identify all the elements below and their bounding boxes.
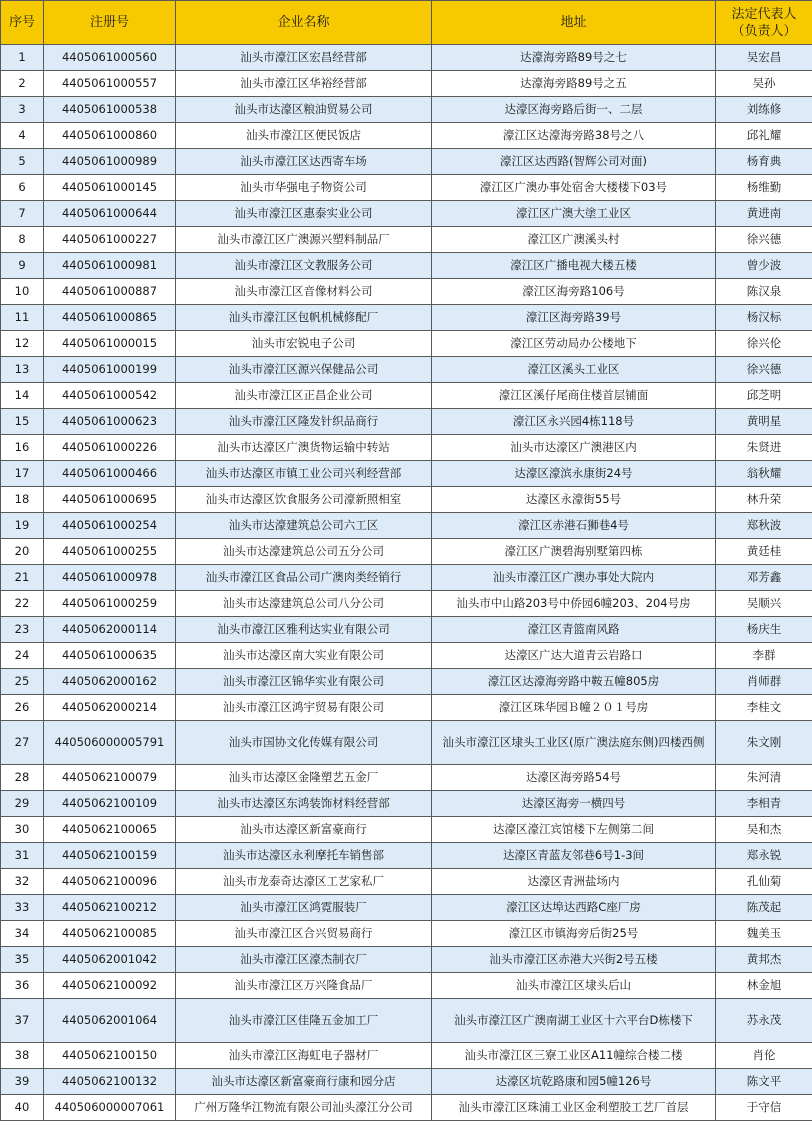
table-row — [1, 565, 812, 591]
cell-rep: 邱礼耀 — [716, 123, 812, 149]
cell-reg-no: 4405061000623 — [44, 409, 176, 435]
cell-rep: 杨育典 — [716, 149, 812, 175]
cell-reg-no: 4405062100092 — [44, 973, 176, 999]
cell-address: 达濠区坑乾路康和园5幢126号 — [432, 1069, 716, 1095]
table-row — [1, 97, 812, 123]
cell-reg-no: 4405061000226 — [44, 435, 176, 461]
cell-reg-no: 4405062000162 — [44, 669, 176, 695]
cell-company: 汕头市濠江区海虹电子器材厂 — [176, 1043, 432, 1069]
cell-reg-no: 4405061000015 — [44, 331, 176, 357]
cell-address: 达濠区海旁一横四号 — [432, 791, 716, 817]
cell-company: 汕头市濠江区鸿宇贸易有限公司 — [176, 695, 432, 721]
table-row — [1, 869, 812, 895]
cell-rep: 徐兴德 — [716, 357, 812, 383]
table-row — [1, 357, 812, 383]
cell-rep: 陈文平 — [716, 1069, 812, 1095]
cell-address: 濠江区达西路(智辉公司对面) — [432, 149, 716, 175]
table-row — [1, 227, 812, 253]
cell-rep: 黄进南 — [716, 201, 812, 227]
cell-reg-no: 4405061000860 — [44, 123, 176, 149]
cell-index: 13 — [1, 357, 44, 383]
cell-reg-no: 4405061000255 — [44, 539, 176, 565]
table-row — [1, 331, 812, 357]
table-row — [1, 591, 812, 617]
cell-reg-no: 4405061000981 — [44, 253, 176, 279]
cell-rep: 苏永茂 — [716, 999, 812, 1043]
cell-reg-no: 4405061000978 — [44, 565, 176, 591]
cell-index: 5 — [1, 149, 44, 175]
cell-reg-no: 4405062100079 — [44, 765, 176, 791]
cell-rep: 杨维勤 — [716, 175, 812, 201]
cell-reg-no: 4405062100065 — [44, 817, 176, 843]
cell-rep: 黄邦杰 — [716, 947, 812, 973]
cell-rep: 陈汉泉 — [716, 279, 812, 305]
cell-address: 达濠区永濠街55号 — [432, 487, 716, 513]
cell-company: 汕头市达濠建筑总公司六工区 — [176, 513, 432, 539]
cell-address: 达濠区海旁路后街一、二层 — [432, 97, 716, 123]
cell-address: 濠江区青篮南风路 — [432, 617, 716, 643]
cell-rep: 曾少波 — [716, 253, 812, 279]
cell-address: 濠江区市镇海旁后街25号 — [432, 921, 716, 947]
cell-rep: 李群 — [716, 643, 812, 669]
cell-rep: 邓芳鑫 — [716, 565, 812, 591]
cell-company: 汕头市达濠区市镇工业公司兴利经营部 — [176, 461, 432, 487]
cell-address: 濠江区劳动局办公楼地下 — [432, 331, 716, 357]
cell-rep: 吴孙 — [716, 71, 812, 97]
cell-reg-no: 4405062100096 — [44, 869, 176, 895]
table-row — [1, 461, 812, 487]
cell-company: 汕头市达濠区南大实业有限公司 — [176, 643, 432, 669]
cell-index: 3 — [1, 97, 44, 123]
cell-reg-no: 4405061000695 — [44, 487, 176, 513]
table-row — [1, 999, 812, 1043]
cell-address: 濠江区永兴园4栋118号 — [432, 409, 716, 435]
cell-address: 濠江区达濠海旁路中鞍五幢805房 — [432, 669, 716, 695]
table-row — [1, 1069, 812, 1095]
header-index: 序号 — [1, 1, 44, 45]
table-row — [1, 617, 812, 643]
table-row — [1, 175, 812, 201]
cell-company: 汕头市达濠区新富豪商行 — [176, 817, 432, 843]
cell-index: 32 — [1, 869, 44, 895]
cell-reg-no: 4405062100132 — [44, 1069, 176, 1095]
cell-address: 汕头市濠江区广澳办事处大院内 — [432, 565, 716, 591]
table-row — [1, 973, 812, 999]
header-company: 企业名称 — [176, 1, 432, 45]
cell-rep: 肖伦 — [716, 1043, 812, 1069]
cell-company: 汕头市濠江区万兴隆食品厂 — [176, 973, 432, 999]
cell-reg-no: 4405061000199 — [44, 357, 176, 383]
cell-reg-no: 4405061000887 — [44, 279, 176, 305]
cell-company: 汕头市达濠区广澳货物运输中转站 — [176, 435, 432, 461]
cell-index: 36 — [1, 973, 44, 999]
cell-company: 汕头市濠江区濠杰制衣厂 — [176, 947, 432, 973]
cell-rep: 翁秋耀 — [716, 461, 812, 487]
cell-rep: 邱芝明 — [716, 383, 812, 409]
cell-address: 濠江区溪头工业区 — [432, 357, 716, 383]
cell-index: 8 — [1, 227, 44, 253]
cell-company: 汕头市濠江区鸿霓服装厂 — [176, 895, 432, 921]
cell-address: 汕头市濠江区埭头工业区(原广澳法庭东侧)四楼西侧 — [432, 721, 716, 765]
table-row — [1, 921, 812, 947]
cell-company: 汕头市达濠区东鸿装饰材料经营部 — [176, 791, 432, 817]
table-row — [1, 305, 812, 331]
table-row — [1, 45, 812, 71]
header-rep — [716, 1, 812, 45]
cell-address: 汕头市中山路203号中侨园6幢203、204号房 — [432, 591, 716, 617]
cell-reg-no: 440506000007061 — [44, 1095, 176, 1121]
cell-rep: 吴和杰 — [716, 817, 812, 843]
cell-company: 汕头市濠江区锦华实业有限公司 — [176, 669, 432, 695]
cell-index: 28 — [1, 765, 44, 791]
cell-rep: 林升荣 — [716, 487, 812, 513]
cell-index: 1 — [1, 45, 44, 71]
cell-company: 汕头市濠江区便民饭店 — [176, 123, 432, 149]
cell-index: 37 — [1, 999, 44, 1043]
table-row — [1, 383, 812, 409]
cell-address: 汕头市濠江区赤港大兴街2号五楼 — [432, 947, 716, 973]
cell-address: 汕头市达濠区广澳港区内 — [432, 435, 716, 461]
cell-rep: 于守信 — [716, 1095, 812, 1121]
cell-reg-no: 4405061000557 — [44, 71, 176, 97]
cell-company: 汕头市濠江区源兴保健品公司 — [176, 357, 432, 383]
table-row — [1, 791, 812, 817]
table-row — [1, 435, 812, 461]
cell-rep: 孔仙菊 — [716, 869, 812, 895]
cell-reg-no: 4405062001042 — [44, 947, 176, 973]
cell-rep: 郑永锐 — [716, 843, 812, 869]
table-row — [1, 765, 812, 791]
table-row — [1, 1095, 812, 1121]
cell-address: 达濠海旁路89号之七 — [432, 45, 716, 71]
cell-rep: 吴宏昌 — [716, 45, 812, 71]
cell-company: 汕头市宏锐电子公司 — [176, 331, 432, 357]
cell-reg-no: 4405061000644 — [44, 201, 176, 227]
cell-reg-no: 4405061000259 — [44, 591, 176, 617]
cell-index: 26 — [1, 695, 44, 721]
cell-rep: 黄廷桂 — [716, 539, 812, 565]
cell-index: 33 — [1, 895, 44, 921]
cell-company: 汕头市濠江区合兴贸易商行 — [176, 921, 432, 947]
header-row — [1, 1, 812, 45]
cell-rep: 陈茂起 — [716, 895, 812, 921]
cell-index: 14 — [1, 383, 44, 409]
cell-company: 汕头市濠江区音像材料公司 — [176, 279, 432, 305]
table-row — [1, 201, 812, 227]
cell-rep: 肖师群 — [716, 669, 812, 695]
cell-index: 40 — [1, 1095, 44, 1121]
table-row — [1, 947, 812, 973]
cell-reg-no: 4405061000466 — [44, 461, 176, 487]
cell-address: 汕头市濠江区三寮工业区A11幢综合楼二楼 — [432, 1043, 716, 1069]
cell-address: 濠江区广澳大塗工业区 — [432, 201, 716, 227]
cell-address: 汕头市濠江区埭头后山 — [432, 973, 716, 999]
cell-index: 27 — [1, 721, 44, 765]
cell-index: 18 — [1, 487, 44, 513]
cell-address: 濠江区珠华园Ｂ幢２０１号房 — [432, 695, 716, 721]
cell-rep: 黄明星 — [716, 409, 812, 435]
cell-address: 汕头市濠江区广澳南湖工业区十六平台D栋楼下 — [432, 999, 716, 1043]
cell-company: 汕头市达濠区永利摩托车销售部 — [176, 843, 432, 869]
cell-company: 汕头市濠江区佳隆五金加工厂 — [176, 999, 432, 1043]
table-row — [1, 695, 812, 721]
cell-address: 濠江区广澳办事处宿舍大楼楼下03号 — [432, 175, 716, 201]
cell-index: 11 — [1, 305, 44, 331]
cell-index: 16 — [1, 435, 44, 461]
cell-index: 38 — [1, 1043, 44, 1069]
cell-address: 濠江区海旁路106号 — [432, 279, 716, 305]
cell-reg-no: 4405061000254 — [44, 513, 176, 539]
cell-index: 30 — [1, 817, 44, 843]
cell-reg-no: 4405062100109 — [44, 791, 176, 817]
cell-company: 汕头市达濠区饮食服务公司濠新照相室 — [176, 487, 432, 513]
cell-index: 23 — [1, 617, 44, 643]
cell-index: 17 — [1, 461, 44, 487]
cell-index: 2 — [1, 71, 44, 97]
cell-index: 7 — [1, 201, 44, 227]
cell-address: 达濠区广达大道青云岩路口 — [432, 643, 716, 669]
cell-rep: 郑秋波 — [716, 513, 812, 539]
cell-index: 39 — [1, 1069, 44, 1095]
cell-reg-no: 4405061000542 — [44, 383, 176, 409]
header-reg-no: 注册号 — [44, 1, 176, 45]
cell-address: 汕头市濠江区珠浦工业区金利塑胶工艺厂首层 — [432, 1095, 716, 1121]
table-row — [1, 539, 812, 565]
cell-company: 广州万隆华江物流有限公司汕头濠江分公司 — [176, 1095, 432, 1121]
cell-reg-no: 4405061000145 — [44, 175, 176, 201]
cell-reg-no: 4405061000538 — [44, 97, 176, 123]
table-row — [1, 513, 812, 539]
cell-company: 汕头市达濠建筑总公司八分公司 — [176, 591, 432, 617]
cell-company: 汕头市濠江区广澳源兴塑料制品厂 — [176, 227, 432, 253]
cell-rep: 李桂文 — [716, 695, 812, 721]
cell-rep: 朱河清 — [716, 765, 812, 791]
cell-company: 汕头市濠江区惠泰实业公司 — [176, 201, 432, 227]
cell-address: 濠江区广播电视大楼五楼 — [432, 253, 716, 279]
cell-reg-no: 4405061000865 — [44, 305, 176, 331]
cell-reg-no: 4405062000114 — [44, 617, 176, 643]
cell-address: 达濠区青洲盐场内 — [432, 869, 716, 895]
cell-company: 汕头市达濠区金隆塑艺五金厂 — [176, 765, 432, 791]
cell-index: 35 — [1, 947, 44, 973]
cell-index: 25 — [1, 669, 44, 695]
cell-reg-no: 4405062100150 — [44, 1043, 176, 1069]
cell-address: 濠江区广澳溪头村 — [432, 227, 716, 253]
cell-address: 濠江区海旁路39号 — [432, 305, 716, 331]
cell-address: 达濠海旁路89号之五 — [432, 71, 716, 97]
cell-reg-no: 440506000005791 — [44, 721, 176, 765]
table-row — [1, 487, 812, 513]
cell-company: 汕头市龙泰奇达濠区工艺家私厂 — [176, 869, 432, 895]
cell-company: 汕头市濠江区包帆机械修配厂 — [176, 305, 432, 331]
cell-index: 24 — [1, 643, 44, 669]
header-address: 地址 — [432, 1, 716, 45]
cell-index: 6 — [1, 175, 44, 201]
cell-rep: 朱文刚 — [716, 721, 812, 765]
cell-index: 4 — [1, 123, 44, 149]
cell-address: 濠江区赤港石狮巷4号 — [432, 513, 716, 539]
cell-reg-no: 4405061000989 — [44, 149, 176, 175]
cell-rep: 朱贤进 — [716, 435, 812, 461]
cell-index: 31 — [1, 843, 44, 869]
cell-reg-no: 4405062000214 — [44, 695, 176, 721]
cell-company: 汕头市濠江区文教服务公司 — [176, 253, 432, 279]
cell-reg-no: 4405062001064 — [44, 999, 176, 1043]
cell-company: 汕头市濠江区雅利达实业有限公司 — [176, 617, 432, 643]
cell-index: 19 — [1, 513, 44, 539]
cell-index: 34 — [1, 921, 44, 947]
cell-reg-no: 4405062100159 — [44, 843, 176, 869]
cell-rep: 魏美玉 — [716, 921, 812, 947]
cell-reg-no: 4405062100212 — [44, 895, 176, 921]
cell-index: 21 — [1, 565, 44, 591]
cell-company: 汕头市濠江区达西寄车场 — [176, 149, 432, 175]
table-row — [1, 843, 812, 869]
cell-rep: 吴顺兴 — [716, 591, 812, 617]
cell-company: 汕头市达濠区粮油贸易公司 — [176, 97, 432, 123]
cell-index: 12 — [1, 331, 44, 357]
table-row — [1, 817, 812, 843]
cell-address: 濠江区达濠海旁路38号之八 — [432, 123, 716, 149]
table-row — [1, 643, 812, 669]
table-row — [1, 409, 812, 435]
cell-address: 达濠区青蓝友邻巷6号1-3间 — [432, 843, 716, 869]
cell-reg-no: 4405062100085 — [44, 921, 176, 947]
table-row — [1, 669, 812, 695]
cell-rep: 刘练修 — [716, 97, 812, 123]
header-rep-line2: （负责人） — [718, 23, 810, 40]
cell-address: 濠江区溪仔尾商住楼首层铺面 — [432, 383, 716, 409]
cell-rep: 徐兴德 — [716, 227, 812, 253]
table-row — [1, 123, 812, 149]
cell-address: 达濠区濠江宾馆楼下左侧第二间 — [432, 817, 716, 843]
cell-rep: 杨汉标 — [716, 305, 812, 331]
cell-index: 10 — [1, 279, 44, 305]
cell-address: 濠江区广澳碧海别墅第四栋 — [432, 539, 716, 565]
cell-address: 濠江区达埠达西路C座厂房 — [432, 895, 716, 921]
cell-rep: 林金旭 — [716, 973, 812, 999]
cell-company: 汕头市达濠区新富豪商行康和园分店 — [176, 1069, 432, 1095]
cell-company: 汕头市濠江区正昌企业公司 — [176, 383, 432, 409]
cell-company: 汕头市华强电子物资公司 — [176, 175, 432, 201]
table-row — [1, 71, 812, 97]
cell-address: 达濠区海旁路54号 — [432, 765, 716, 791]
cell-address: 达濠区濠滨永康街24号 — [432, 461, 716, 487]
cell-index: 15 — [1, 409, 44, 435]
cell-index: 22 — [1, 591, 44, 617]
cell-company: 汕头市濠江区食品公司广澳肉类经销行 — [176, 565, 432, 591]
table-row — [1, 253, 812, 279]
cell-rep: 李相青 — [716, 791, 812, 817]
table-row — [1, 149, 812, 175]
cell-company: 汕头市濠江区宏昌经营部 — [176, 45, 432, 71]
table-row — [1, 721, 812, 765]
cell-reg-no: 4405061000560 — [44, 45, 176, 71]
cell-company: 汕头市国协文化传媒有限公司 — [176, 721, 432, 765]
cell-index: 29 — [1, 791, 44, 817]
cell-reg-no: 4405061000635 — [44, 643, 176, 669]
cell-rep: 徐兴伦 — [716, 331, 812, 357]
cell-company: 汕头市濠江区华裕经营部 — [176, 71, 432, 97]
cell-index: 20 — [1, 539, 44, 565]
header-rep-line1: 法定代表人 — [718, 6, 810, 23]
cell-reg-no: 4405061000227 — [44, 227, 176, 253]
cell-rep: 杨庆生 — [716, 617, 812, 643]
table-row — [1, 895, 812, 921]
table-row — [1, 279, 812, 305]
cell-company: 汕头市濠江区隆发针织品商行 — [176, 409, 432, 435]
table-row — [1, 1043, 812, 1069]
cell-index: 9 — [1, 253, 44, 279]
cell-company: 汕头市达濠建筑总公司五分公司 — [176, 539, 432, 565]
